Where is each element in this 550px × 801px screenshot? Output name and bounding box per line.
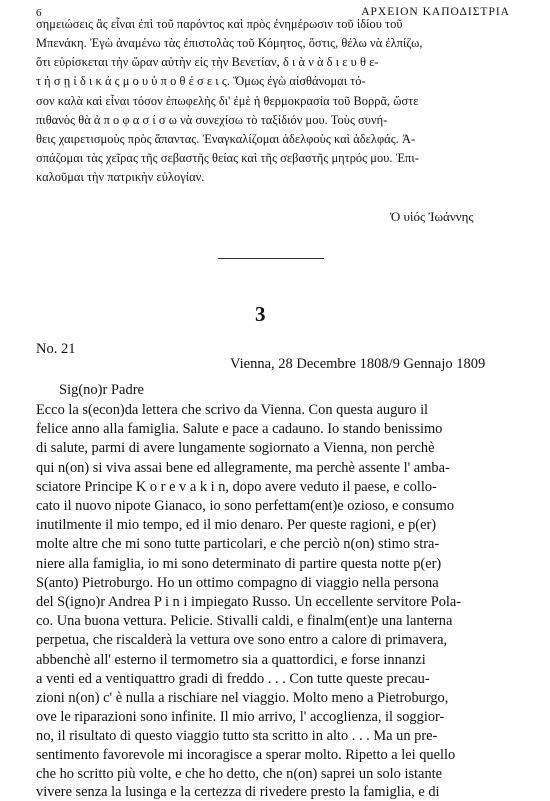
- signature: Ὁ υἱός Ἰωάννης: [390, 209, 474, 224]
- text-line: perpetua, che riscalderà la vettura ove sono entro a calore di primavera,: [36, 632, 448, 648]
- text-line: del S(igno)r Andrea P i n i impiegato Russo. Un eccellente servitore Pola-: [36, 594, 462, 610]
- dateline: Vienna, 28 Decembre 1808/9 Gennajo 1809: [230, 356, 486, 372]
- text-line: vivere senza la lusinga e la certezza di rivedere presto la famiglia, e di: [36, 784, 440, 800]
- text-line: πιθανὸς θὰ ἀ π ο φ α σ ί σ ω νὰ συνεχίσω τὸ ταξίδιόν μου. Τοὺς συνή-: [36, 113, 388, 127]
- text-line: Μπενάκη. Ἐγὼ ἀναμένω τὰς ἐπιστολὰς τοῦ Κόμητος, ὅστις, θέλω νὰ ἐλπίζω,: [36, 36, 423, 50]
- running-title: ΑΡΧΕΙΟΝ ΚΑΠΟΔΙΣΤΡΙΑ: [361, 6, 510, 18]
- text-line: τ ή σ ῃ ἰ δ ι κ ά ς μ ο υ ὑ π ο θ έ σ ε ι ς. Ὅμως ἐγὼ αἰσθάνομαι τό-: [36, 74, 366, 88]
- section-divider: [218, 258, 324, 259]
- text-line: a venti ed a ventiquattro gradi di freddo . . . Con tutte queste precau-: [36, 671, 430, 687]
- text-line: cato il nuovo nipote Gianaco, io sono perfettam(ent)e ozioso, e consumo: [36, 498, 455, 514]
- salutation: Sig(no)r Padre: [59, 382, 144, 398]
- document-number: No. 21: [36, 341, 76, 357]
- text-line: S(anto) Pietroburgo. Ho un ottimo compagno di viaggio nella persona: [36, 575, 439, 591]
- text-line: sciatore Principe K o r e v a k i n, dopo avere veduto il paese, e collo-: [36, 479, 437, 495]
- text-line: niere alla famiglia, io mi sono determinato di partire questa notte p(er): [36, 556, 442, 572]
- text-line: ὅτι εὑρίσκεται τὴν ὥραν αὐτὴν εἰς τὴν Βενετίαν, δ ι ὰ ν ὰ δ ι ε υ θ ε-: [36, 55, 379, 69]
- text-line: che ho scritto più volte, e che ho detto, che n(on) saprei un solo istante: [36, 766, 443, 782]
- section-number: 3: [255, 302, 266, 326]
- text-line: zioni n(on) c' è nulla a rischiare nel viaggio. Molto meno a Pietroburgo,: [36, 690, 449, 706]
- text-line: abbenchè all' esterno il termometro sia a quattordici, e forse innanzi: [36, 652, 426, 668]
- text-line: ove le riparazioni sono infinite. Il mio arrivo, l' accoglienza, il soggior-: [36, 709, 445, 725]
- text-line: σπάζομαι τὰς χεῖρας τῆς σεβαστῆς θείας καὶ τῆς σεβαστῆς μητρός μου. Ἐπι-: [36, 151, 419, 165]
- text-line: felice anno alla famiglia. Salute e pace a cadauno. Io stando benissimo: [36, 421, 443, 437]
- text-line: Ecco la s(econ)da lettera che scrivo da Vienna. Con questa auguro il: [36, 402, 429, 418]
- text-line: qui n(on) si viva assai bene ed allegramente, ma perchè assente l' amba-: [36, 460, 450, 476]
- text-line: σον καλὰ καὶ εἶναι τόσον ἐπωφελὴς δι' ἐμὲ ἡ θερμοκρασία τοῦ Βορρᾶ, ὥστε: [36, 94, 419, 108]
- text-line: σημειώσεις ἂς εἶναι ἐπὶ τοῦ παρόντος καὶ πρὸς ἐνημέρωσιν τοῦ ἰδίου τοῦ: [36, 17, 403, 31]
- text-line: sentimento favorevole mi incoragisce a sperar molto. Ripetto a lei quello: [36, 747, 456, 763]
- text-line: θεις χαιρετισμοὺς πρὸς ἅπαντας. Ἐναγκαλίζομαι ἀδελφοὺς καὶ ἀδελφάς. Ἀ-: [36, 132, 416, 146]
- text-line: inutilmente il mio tempo, ed il mio denaro. Per queste ragioni, e p(er): [36, 517, 437, 533]
- text-line: co. Una buona vettura. Pelicie. Stivalli caldi, e finalm(ent)e una lanterna: [36, 613, 453, 629]
- text-line: di salute, parmi di avere lungamente sogiornato a Vienna, non perchè: [36, 440, 435, 456]
- text-line: καλοῦμαι τὴν πατρικὴν εὐλογίαν.: [36, 170, 205, 184]
- text-line: no, il risultato di questo viaggio tutto sta scritto in alto . . . Ma un pre-: [36, 728, 438, 744]
- text-line: molte altre che mi sono tutte particolari, e che perciò n(on) stimo stra-: [36, 536, 440, 552]
- page-number: 6: [36, 7, 42, 19]
